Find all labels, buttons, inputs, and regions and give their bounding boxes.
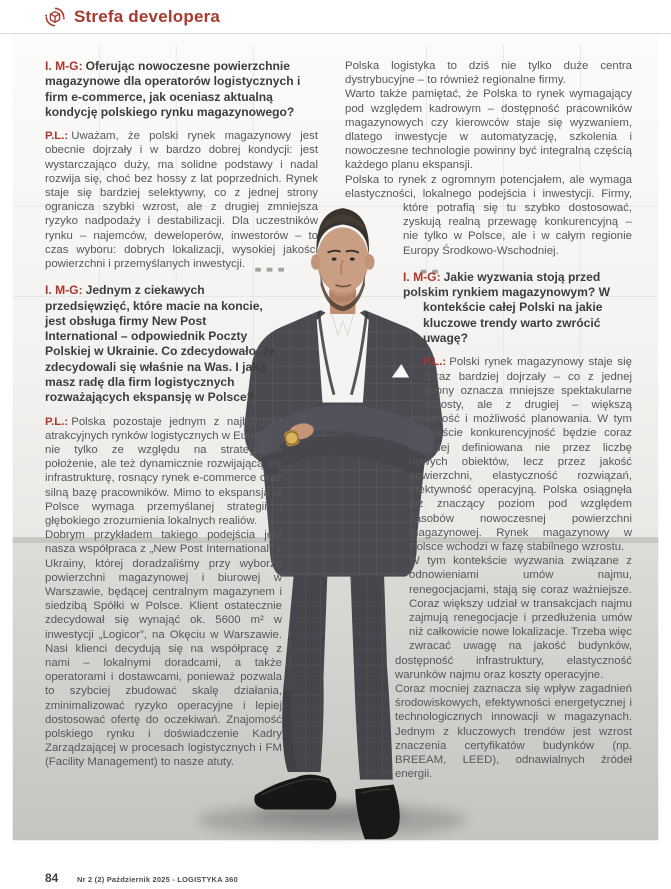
right-column: [345, 59, 632, 883]
interviewer-label: I. M-G:: [403, 269, 441, 284]
answer-text: Polska pozostaje jednym z najbardziej atrakcyjnych rynków logistycznych w Europie – nie tylko ze względu na strategiczne położenie, ale też dynamicznie rozwijającą się infrastrukturę, rosnący rynek e-commerce oraz silną bazę pracowników. Mimo to ekspansja w Polsce wymaga przemyślanej strategii i głębokiego zrozumienia lokalnych realiów.: [45, 415, 282, 528]
paragraph: Dobrym przykładem takiego podejścia jest nasza współpraca z „New Post International” z Ukrainy, której doradzaliśmy przy wyborze powierzchni magazynowej i biurowej w Warszawie, będącej centralnym magazynem i siedzibą Spółki w Polsce. Klient ostatecznie zdecydował się wynająć ok. 5600 m² w inwestycji „Logicor”, na Okęciu w Warszawie. Nasi klienci decydują się na współpracę z nami – lokalnymi doradcami, a także operatorami i dostawcami, ponieważ pozwala to szybciej zbudować skalę działania, zminimalizować ryzyko operacyjne i lepiej dostosować ofertę do oczekiwań. Znajomość polskiego rynku i doświadczenie Kadry Zarządzającej w procesach logistycznych i FM (Facility Management) to nasze atuty.: [45, 529, 282, 769]
question-block: [45, 283, 318, 405]
answer-text: Polski rynek magazynowy staje się coraz bardziej dojrzały – co z jednej strony oznacza mniejsze spektakularne wzrosty, ale z drugiej – większą stabilność i możliwość planowania. W tym kontekście konkurencyjność będzie coraz częściej definiowana nie przez liczbę nowych obiektów, lecz przez jakość powierzchni, elastyczność rozwiązań, efektywność operacyjną. Polska osiągnęła już znaczący poziom pod względem zasobów nowoczesnej powierzchni magazynowej. Rynek magazynowy w Polsce wchodzi w fazę stabilnego wzrostu.: [409, 356, 632, 553]
left-column: [45, 59, 318, 875]
respondent-label: P.L.:: [45, 415, 69, 428]
paragraph: Polska logistyka to dziś nie tylko duże centra dystrybucyjne – to również regionalne firmy.: [345, 60, 632, 87]
page-title: Strefa developera: [74, 7, 221, 26]
cube-360-icon: [44, 6, 66, 28]
question-text: Oferując nowoczesne powierzchnie magazynowe dla operatorów logistycznych i firm e-commerce, jak oceniasz aktualną kondycję polskiego rynku magazynowego?: [45, 59, 301, 119]
answer-text: Uważam, że polski rynek magazynowy jest obecnie dojrzały i w bardzo dobrej kondycji: jest wystarczająco duży, ma solidne podstawy i nadal rozwija się, choć bez hossy z lat poprzednich. Rynek staje się bardziej selektywny, co z jednej strony ogranicza szybki wzrost, ale z drugiej zmniejsza ryzyko nadpodaży i destabilizacji. Dla uczestników rynku – najemców, deweloperów, inwestorów – to czas wyboru: dobrych lokalizacji, wysokiej jakości powierzchni i przemyślanych inwestycji.: [45, 130, 318, 271]
issue-info: Nr 2 (2) Październik 2025 - LOGISTYKA 360: [77, 875, 238, 884]
paragraph: Coraz mocniej zaznacza się wpływ zagadnień środowiskowych, efektywności energetycznej i technologicznych innowacji w magazynach. Jednym z kluczowych trendów jest wzrost znaczenia certyfikatów budynków (np. BREEAM, LEED), odnawialnych źródeł energii.: [395, 683, 632, 781]
answer-block: [45, 129, 318, 271]
paragraph: W tym kontekście wyzwania związane z odnowieniami umów najmu, renegocjacjami, stają się coraz ważniejsze. Coraz większy udział w transakcjach najmu zajmują renegocjacje i przedłużenia umów niż całkowicie nowe lokalizacje. Trzeba więc zwracać uwagę na jakość budynków, dostępność infrastruktury, elastyczność warunków najmu oraz koszty operacyjne.: [395, 555, 632, 681]
answer-block: [45, 415, 318, 529]
question-block: [45, 59, 318, 120]
paragraph: Warto także pamiętać, że Polska to rynek wymagający pod względem kadrowym – dostępność pracowników magazynowych czy kierowców staje się wyzwaniem, dlatego inwestycje w automatyzację, szkolenia i nowoczesne technologie powinny być integralną częścią każdego planu ekspansji.: [345, 88, 632, 172]
respondent-label: P.L.:: [423, 356, 447, 369]
question-text: Jakie wyzwania stoją przed polskim rynkiem magazynowym? W kontekście całej Polski na jakie kluczowe trendy warto zwrócić uwagę?: [403, 269, 610, 346]
page-number: 84: [45, 871, 59, 885]
paragraph: Polska to rynek z ogromnym potencjałem, ale wymaga elastyczności, lokalnego podejścia i inwestycji. Firmy, które potrafią się tu szybko dostosować, zyskują realną przewagę konkurencyjną – nie tylko w Polsce, ale i w całym regionie Europy Środkowo-Wschodniej.: [345, 173, 632, 257]
interviewer-label: I. M-G:: [45, 283, 83, 298]
interviewer-label: I. M-G:: [45, 59, 83, 73]
respondent-label: P.L.:: [45, 130, 69, 143]
page-footer: [0, 870, 671, 889]
section-header: [0, 0, 671, 33]
question-text: Jednym z ciekawych przedsięwzięć, które macie na koncie, jest obsługa firmy New Post International – odpowiednik Poczty Polskiej w Ukrainie. Co zdecydowało, że zdecydowali się właśnie na Was. I jaką masz radę dla firm logistycznych rozważających ekspansję w Polsce?: [45, 283, 276, 405]
